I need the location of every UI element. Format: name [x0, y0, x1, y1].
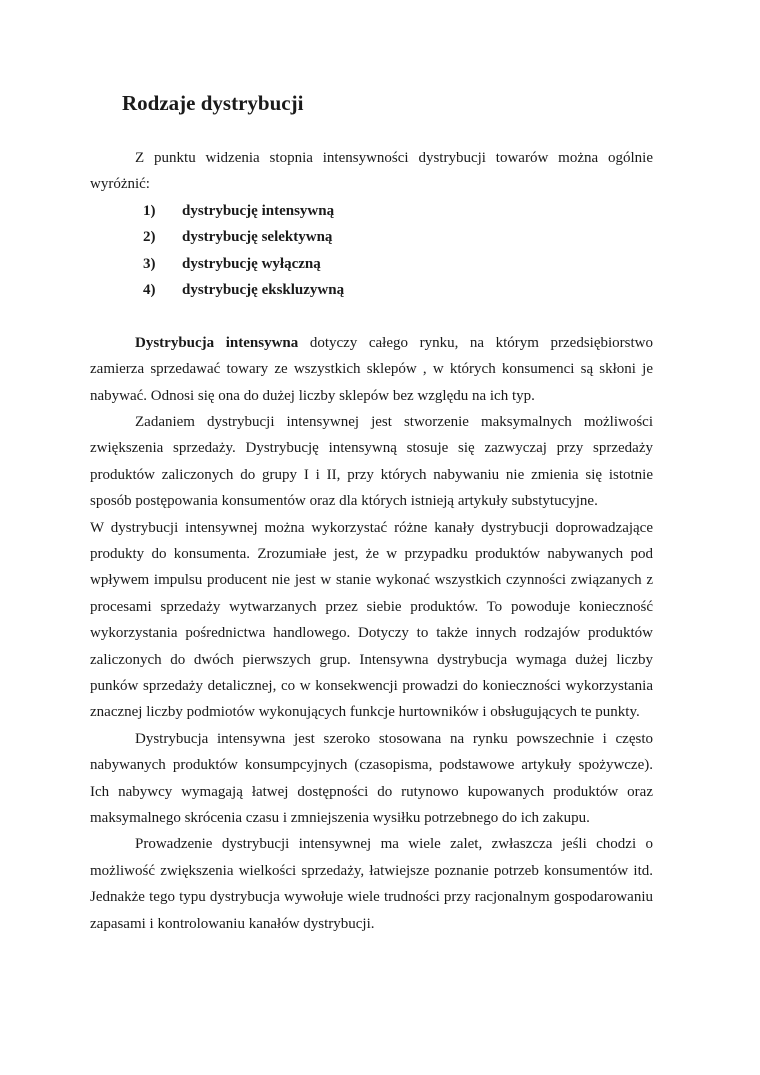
list-item-number: 2): [143, 229, 156, 246]
document-title: Rodzaje dystrybucji: [122, 91, 304, 115]
list-item-text: dystrybucję selektywną: [182, 229, 333, 246]
list-item-number: 3): [143, 255, 156, 272]
bold-term: Dystrybucja intensywna: [135, 334, 299, 351]
paragraph-usage: Dystrybucja intensywna jest szeroko stosowana na rynku powszechnie i często nabywanych produktów konsumpcyjnych (czasopisma, podstawowe artykuły spożywcze). Ich nabywcy wymagają łatwej dostępności do rutynowo kupowanych produktów oraz maksymalnego skrócenia czasu i zmniejszenia wysiłku potrzebnego do ich zakupu.: [90, 730, 653, 827]
paragraph-text: dotyczy całego rynku, na którym przedsiębiorstwo zamierza sprzedawać towary ze wszystkich sklepów , w których konsumenci są skłoni je nabywać. Odnosi się ona do dużej liczby sklepów bez względu na ich typ.: [90, 334, 653, 404]
document-body: [90, 145, 653, 937]
paragraph-channels: W dystrybucji intensywnej można wykorzystać różne kanały dystrybucji doprowadzające produkty do konsumenta. Zrozumiałe jest, że w przypadku produktów nabywanych pod wpływem impulsu producent nie jest w stanie wykonać wszystkich czynności związanych z procesami sprzedaży wytwarzanych przez siebie produktów. To powoduje konieczność wykorzystania pośrednictwa handlowego. Dotyczy to także innych rodzajów produktów zaliczonych do dwóch pierwszych grup. Intensywna dystrybucja wymaga dużej liczby punków sprzedaży detalicznej, co w konsekwencji prowadzi do konieczności wykorzystania znacznej liczby podmiotów wykonujących funkcje hurtowników i obsługujących te punkty.: [90, 519, 653, 721]
list-item: [90, 251, 653, 277]
intro-paragraph: Z punktu widzenia stopnia intensywności dystrybucji towarów można ogólnie wyróżnić:: [90, 150, 653, 193]
paragraph-intensive-definition: [90, 330, 653, 409]
list-item-text: dystrybucję intensywną: [182, 202, 335, 219]
distribution-types-list: [90, 198, 653, 304]
list-item-text: dystrybucję wyłączną: [182, 255, 321, 272]
list-item-number: 4): [143, 281, 156, 298]
list-item: [90, 277, 653, 303]
list-item-number: 1): [143, 202, 156, 219]
list-item: [90, 198, 653, 224]
paragraph-goal: Zadaniem dystrybucji intensywnej jest stworzenie maksymalnych możliwości zwiększenia sprzedaży. Dystrybucję intensywną stosuje się zazwyczaj przy sprzedaży produktów zaliczonych do grupy I i II, przy których nabywaniu nie zmienia się istotnie sposób postępowania konsumentów oraz dla których istnieją artykuły substytucyjne.: [90, 413, 653, 510]
list-item-text: dystrybucję ekskluzywną: [182, 281, 345, 298]
paragraph-advantages: Prowadzenie dystrybucji intensywnej ma wiele zalet, zwłaszcza jeśli chodzi o możliwość zwiększenia wielkości sprzedaży, łatwiejsze poznanie potrzeb konsumentów itd. Jednakże tego typu dystrybucja wywołuje wiele trudności przy racjonalnym gospodarowaniu zapasami i kontrolowaniu kanałów dystrybucji.: [90, 836, 653, 932]
list-item: [90, 224, 653, 250]
